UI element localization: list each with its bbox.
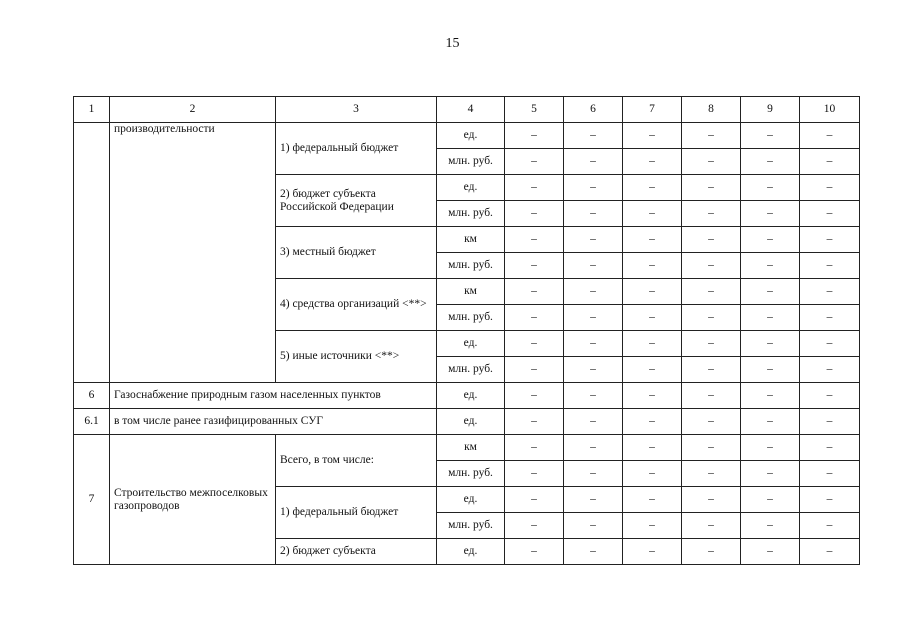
funding-source-cell: 1) федеральный бюджет [276,487,437,539]
value-cell: – [623,279,682,305]
value-cell: – [623,487,682,513]
unit-cell: км [437,435,505,461]
value-cell: – [564,279,623,305]
value-cell: – [623,331,682,357]
value-cell: – [800,149,860,175]
value-cell: – [623,383,682,409]
value-cell: – [564,513,623,539]
value-cell: – [505,383,564,409]
value-cell: – [623,513,682,539]
row-number-cell: 7 [74,435,110,565]
value-cell: – [682,175,741,201]
value-cell: – [741,227,800,253]
value-cell: – [741,435,800,461]
header-cell: 7 [623,97,682,123]
value-cell: – [505,539,564,565]
value-cell: – [741,539,800,565]
header-cell: 3 [276,97,437,123]
value-cell: – [623,305,682,331]
value-cell: – [505,123,564,149]
value-cell: – [564,305,623,331]
unit-cell: ед. [437,539,505,565]
row-number-cell: 6.1 [74,409,110,435]
value-cell: – [623,357,682,383]
value-cell: – [505,253,564,279]
indicator-name-cell: Газоснабжение природным газом населенных пунктов [110,383,437,409]
value-cell: – [682,227,741,253]
value-cell: – [564,253,623,279]
indicator-name-cell: производительности [110,123,276,383]
value-cell: – [800,201,860,227]
header-cell: 5 [505,97,564,123]
funding-source-cell: 3) местный бюджет [276,227,437,279]
header-cell: 6 [564,97,623,123]
value-cell: – [741,305,800,331]
value-cell: – [800,409,860,435]
value-cell: – [505,279,564,305]
value-cell: – [682,513,741,539]
value-cell: – [623,539,682,565]
value-cell: – [682,279,741,305]
value-cell: – [800,357,860,383]
value-cell: – [623,253,682,279]
row-number-cell [74,123,110,383]
indicator-name-cell: Строительство межпоселковых газопроводов [110,435,276,565]
value-cell: – [800,383,860,409]
unit-cell: ед. [437,123,505,149]
value-cell: – [682,253,741,279]
value-cell: – [623,409,682,435]
value-cell: – [564,175,623,201]
value-cell: – [800,539,860,565]
value-cell: – [505,409,564,435]
unit-cell: ед. [437,487,505,513]
value-cell: – [800,175,860,201]
value-cell: – [505,513,564,539]
value-cell: – [564,383,623,409]
value-cell: – [741,461,800,487]
header-cell: 1 [74,97,110,123]
unit-cell: млн. руб. [437,201,505,227]
value-cell: – [741,357,800,383]
header-row [74,97,860,123]
value-cell: – [564,227,623,253]
value-cell: – [741,253,800,279]
value-cell: – [800,253,860,279]
value-cell: – [800,331,860,357]
value-cell: – [741,123,800,149]
value-cell: – [682,435,741,461]
value-cell: – [682,357,741,383]
unit-cell: млн. руб. [437,461,505,487]
value-cell: – [741,279,800,305]
value-cell: – [682,305,741,331]
header-cell: 10 [800,97,860,123]
value-cell: – [741,149,800,175]
unit-cell: млн. руб. [437,149,505,175]
value-cell: – [505,435,564,461]
unit-cell: млн. руб. [437,305,505,331]
value-cell: – [741,513,800,539]
value-cell: – [505,201,564,227]
header-cell: 4 [437,97,505,123]
unit-cell: млн. руб. [437,513,505,539]
unit-cell: ед. [437,383,505,409]
unit-cell: км [437,279,505,305]
value-cell: – [741,383,800,409]
value-cell: – [682,201,741,227]
value-cell: – [505,487,564,513]
value-cell: – [505,305,564,331]
value-cell: – [800,305,860,331]
row-number-cell: 6 [74,383,110,409]
value-cell: – [564,331,623,357]
value-cell: – [564,409,623,435]
value-cell: – [623,175,682,201]
value-cell: – [623,201,682,227]
funding-source-cell: Всего, в том числе: [276,435,437,487]
value-cell: – [505,331,564,357]
table-row [74,383,860,409]
value-cell: – [564,357,623,383]
value-cell: – [505,461,564,487]
value-cell: – [800,279,860,305]
value-cell: – [800,227,860,253]
value-cell: – [682,461,741,487]
unit-cell: млн. руб. [437,253,505,279]
value-cell: – [800,461,860,487]
value-cell: – [741,487,800,513]
value-cell: – [682,487,741,513]
value-cell: – [564,123,623,149]
funding-source-cell: 4) средства организаций <**> [276,279,437,331]
unit-cell: км [437,227,505,253]
value-cell: – [682,383,741,409]
value-cell: – [623,123,682,149]
value-cell: – [623,461,682,487]
value-cell: – [623,149,682,175]
value-cell: – [800,435,860,461]
value-cell: – [505,357,564,383]
value-cell: – [800,513,860,539]
value-cell: – [800,123,860,149]
funding-source-cell: 1) федеральный бюджет [276,123,437,175]
value-cell: – [505,227,564,253]
unit-cell: ед. [437,175,505,201]
value-cell: – [682,123,741,149]
funding-source-cell: 2) бюджет субъекта [276,539,437,565]
header-cell: 9 [741,97,800,123]
value-cell: – [564,539,623,565]
header-cell: 2 [110,97,276,123]
funding-source-cell: 2) бюджет субъекта Российской Федерации [276,175,437,227]
unit-cell: ед. [437,331,505,357]
page-number: 15 [445,36,460,51]
value-cell: – [623,435,682,461]
value-cell: – [623,227,682,253]
unit-cell: млн. руб. [437,357,505,383]
value-cell: – [741,201,800,227]
value-cell: – [564,149,623,175]
value-cell: – [682,409,741,435]
value-cell: – [682,331,741,357]
funding-source-cell: 5) иные источники <**> [276,331,437,383]
table-row [74,123,860,149]
header-cell: 8 [682,97,741,123]
value-cell: – [741,175,800,201]
data-table [73,96,860,565]
value-cell: – [505,149,564,175]
value-cell: – [800,487,860,513]
value-cell: – [741,331,800,357]
unit-cell: ед. [437,409,505,435]
value-cell: – [682,149,741,175]
value-cell: – [564,487,623,513]
table-row [74,409,860,435]
table-row [74,435,860,461]
value-cell: – [741,409,800,435]
value-cell: – [505,175,564,201]
value-cell: – [564,201,623,227]
indicator-name-cell: в том числе ранее газифицированных СУГ [110,409,437,435]
value-cell: – [564,435,623,461]
value-cell: – [564,461,623,487]
value-cell: – [682,539,741,565]
